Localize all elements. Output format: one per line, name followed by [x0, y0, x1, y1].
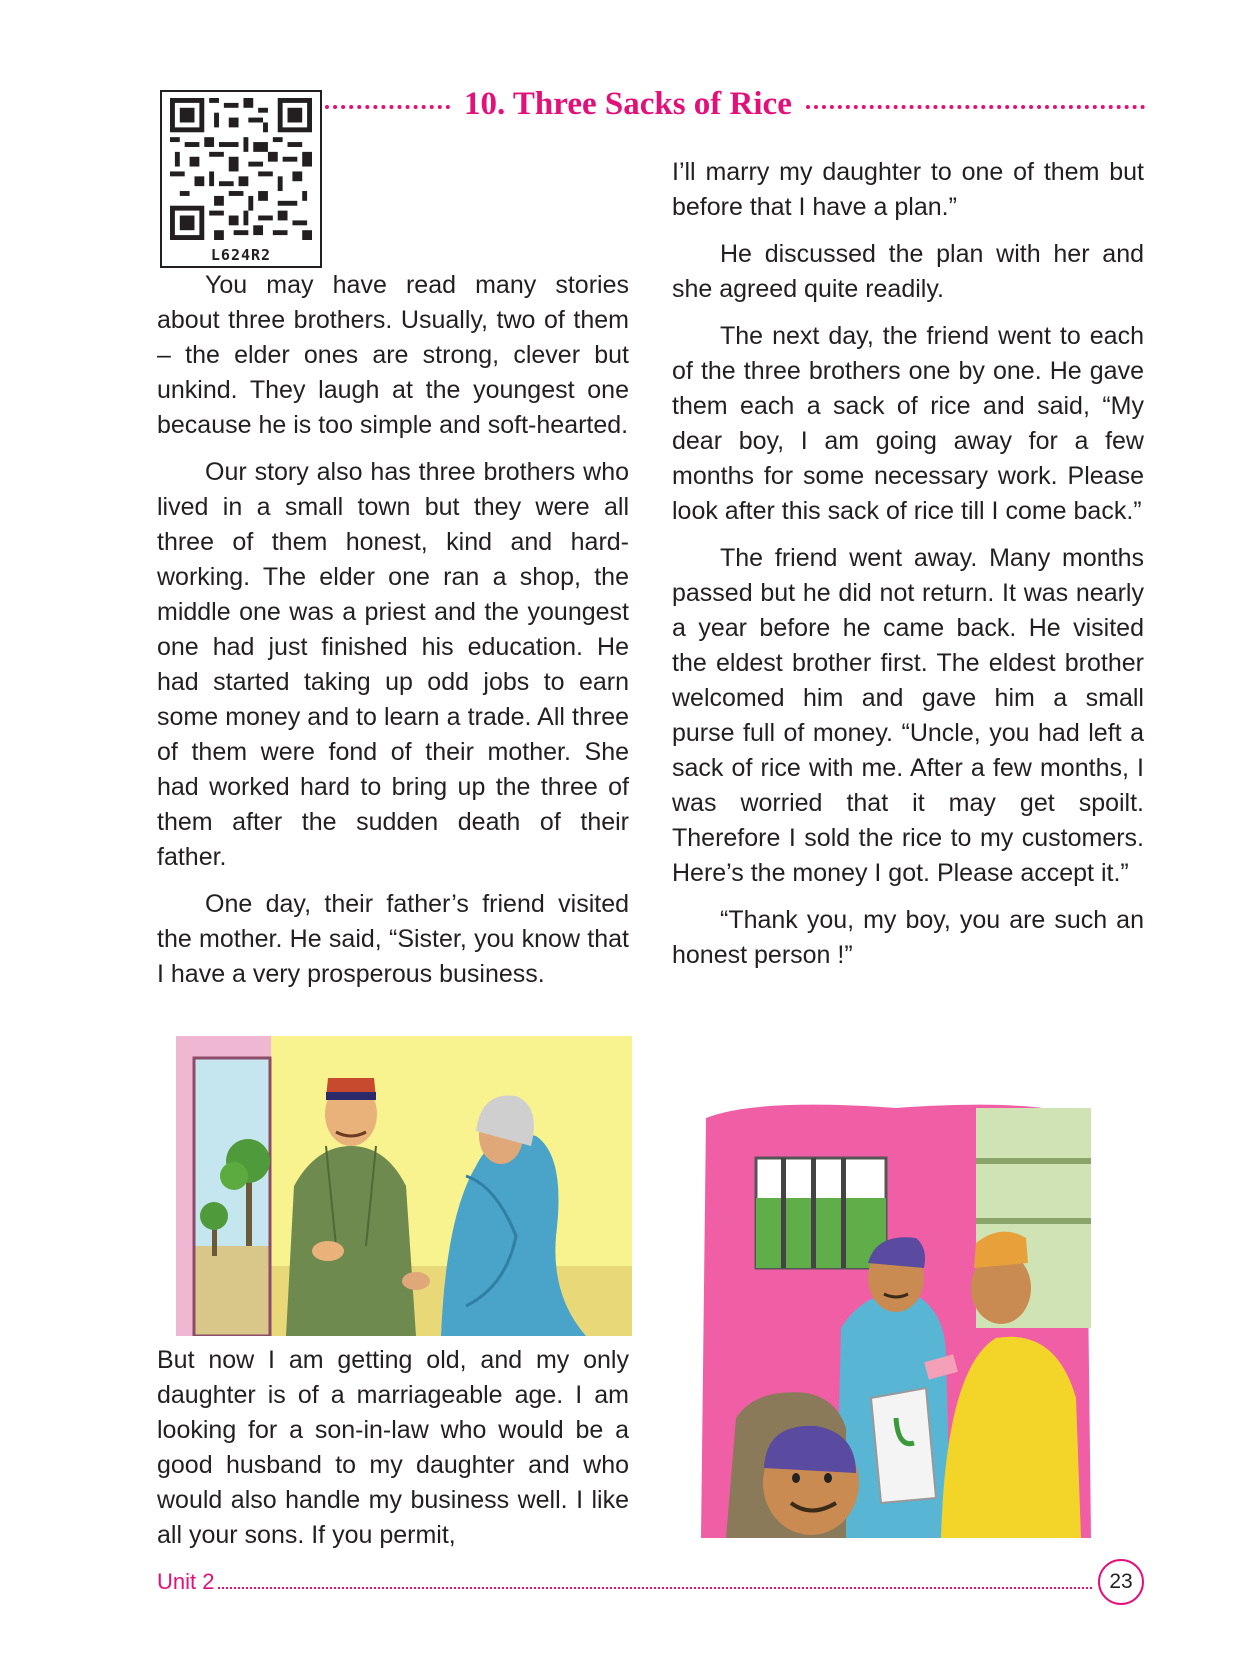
- qr-code-pattern: [170, 98, 312, 240]
- illustration-friend-and-mother: [176, 1036, 632, 1336]
- paragraph: One day, their father’s friend visited the mother. He said, “Sister, you know that I have a very prosperous business.: [157, 890, 629, 988]
- chapter-title: 10. Three Sacks of Rice: [464, 85, 792, 122]
- page-footer: [157, 1560, 1144, 1604]
- title-dots-right: [806, 105, 1145, 109]
- page-number: 23: [1098, 1559, 1144, 1605]
- right-column: [672, 155, 1144, 985]
- chapter-header: [325, 84, 1145, 124]
- paragraph: “Thank you, my boy, you are such an honest person !”: [672, 906, 1144, 969]
- unit-label: Unit 2: [157, 1569, 215, 1594]
- paragraph: Our story also has three brothers who lived in a small town but they were all three of them honest, kind and hard-working. The elder one ran a shop, the middle one was a priest and the youngest one had just finished his education. He had started taking up odd jobs to earn some money and to learn a trade. All three of them were fond of their mother. She had worked hard to bring up the three of them after the sudden death of their father.: [157, 458, 629, 871]
- qr-code[interactable]: [160, 90, 322, 268]
- paragraph: The next day, the friend went to each of the three brothers one by one. He gave them each a sack of rice and said, “My dear boy, I am going away for a few months for some necessary work. Please look after this sack of rice till I come back.”: [672, 322, 1144, 525]
- qr-code-label: L624R2: [210, 246, 272, 264]
- paragraph: You may have read many stories about three brothers. Usually, two of them – the elder ones are strong, clever but unkind. They laugh at the youngest one because he is too simple and soft-hearted.: [157, 271, 629, 439]
- title-dots-left: [325, 105, 450, 109]
- paragraph: The friend went away. Many months passed but he did not return. It was nearly a year before he came back. He visited the eldest brother first. The eldest brother welcomed him and gave him a small purse full of money. “Uncle, you had left a sack of rice with me. After a few months, I was worried that it may get spoilt. Therefore I sold the rice to my customers. Here’s the money I got. Please accept it.”: [672, 544, 1144, 887]
- paragraph: He discussed the plan with her and she agreed quite readily.: [672, 240, 1144, 303]
- left-column-top: [157, 268, 629, 1004]
- footer-dots: [218, 1587, 1092, 1589]
- paragraph: But now I am getting old, and my only daughter is of a marriageable age. I am looking for a son-in-law who would be a good husband to my daughter and who would also handle my business well. I like all your sons. If you permit,: [157, 1346, 629, 1549]
- illustration-brother-and-friend: [696, 1098, 1096, 1538]
- paragraph: I’ll marry my daughter to one of them but before that I have a plan.”: [672, 158, 1144, 221]
- left-column-bottom: [157, 1343, 629, 1565]
